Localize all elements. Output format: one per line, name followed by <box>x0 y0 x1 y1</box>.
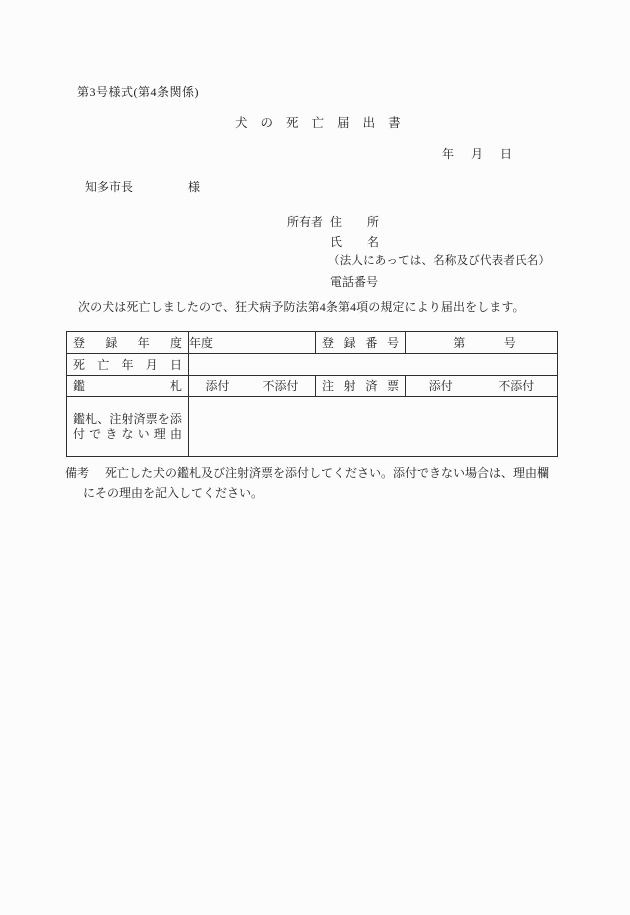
month-label: 月 <box>471 147 484 161</box>
reason-value-cell <box>189 397 558 457</box>
dog-tag-label-cell <box>67 376 189 397</box>
owner-name-label: 氏 名 <box>330 235 379 249</box>
death-date-label-cell <box>67 354 189 376</box>
registration-year-label: 登 録 年 度 <box>73 335 182 350</box>
remarks-line1: 死亡した犬の鑑札及び注射済票を添付してください。添付できない場合は、理由欄 <box>105 466 550 480</box>
reason-label-cell <box>67 397 189 457</box>
death-date-value-cell <box>189 354 558 376</box>
fiscal-year-value-cell <box>189 332 316 354</box>
vaccination-not-attached-option: 不添付 <box>498 379 535 393</box>
vaccination-cert-label-cell <box>316 376 406 397</box>
date-line <box>442 148 512 160</box>
year-label: 年 <box>442 147 455 161</box>
reason-label-line1: 鑑 札 、 注 射 済 票 を 添 <box>73 411 182 426</box>
registration-number-label-cell <box>316 332 406 354</box>
day-label: 日 <box>500 147 513 161</box>
addressee-honorific: 様 <box>188 180 201 194</box>
remarks-label: 備考 <box>65 466 90 480</box>
dog-tag-label: 鑑 札 <box>73 379 182 393</box>
registration-number-label: 登 録 番 号 <box>322 335 399 350</box>
form-number: 第3号様式(第4条関係) <box>77 85 199 99</box>
registration-table <box>66 331 558 457</box>
owner-phone-label: 電話番号 <box>330 275 379 289</box>
remarks-line2: にその理由を記入してください。 <box>83 486 264 500</box>
form-title: 犬 の 死 亡 届 出 書 <box>235 116 401 130</box>
addressee-name: 知多市長 <box>85 180 134 194</box>
vaccination-cert-label: 注 射 済 票 <box>322 379 399 393</box>
death-date-label: 死 亡 年 月 日 <box>73 357 182 372</box>
owner-label: 所有者 <box>287 215 324 229</box>
reason-label-line2: 付 で き な い 理 由 <box>73 426 182 441</box>
owner-fields-block <box>330 216 550 296</box>
remarks-block <box>65 467 549 499</box>
addressee-line <box>85 181 200 193</box>
registration-year-label-cell <box>67 332 189 354</box>
dog-tag-not-attached-option: 不添付 <box>262 379 299 393</box>
declaration-text: 次の犬は死亡しましたので、狂犬病予防法第4条第4項の規定により届出をします。 <box>78 300 525 314</box>
vaccination-attached-option: 添付 <box>428 379 453 393</box>
vaccination-attachment-cell <box>406 376 558 397</box>
registration-number-value-cell: 第 号 <box>406 332 558 354</box>
fiscal-year-suffix: 年度 <box>189 335 214 350</box>
owner-address-label: 住 所 <box>330 215 379 229</box>
dog-tag-attached-option: 添付 <box>205 379 230 393</box>
corporation-note: （法人にあっては、名称及び代表者氏名） <box>328 255 551 267</box>
dog-tag-attachment-cell <box>189 376 316 397</box>
